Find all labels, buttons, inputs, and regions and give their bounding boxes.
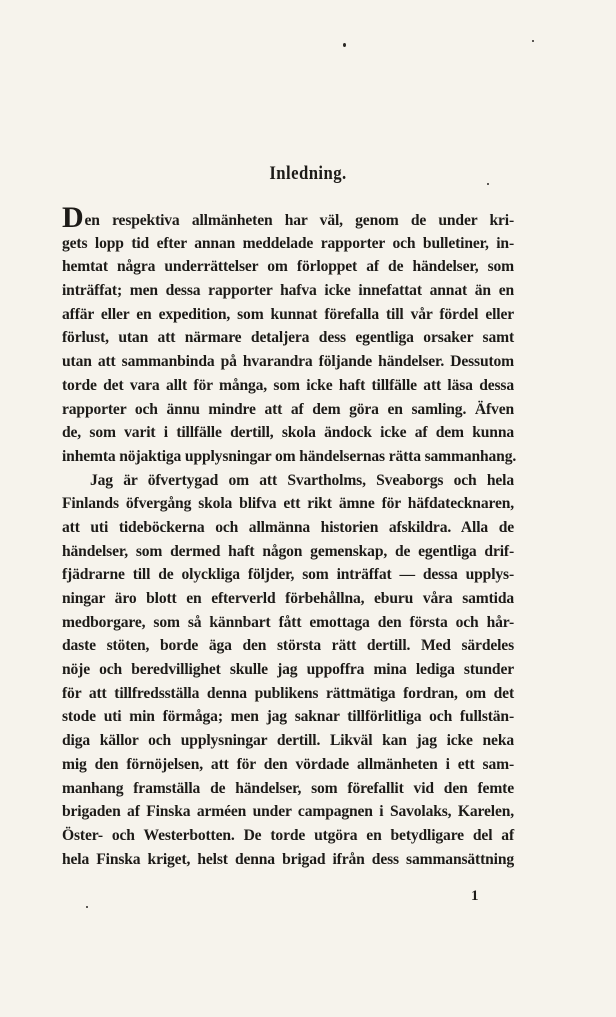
text-line: hemtat några underrättelser om förloppet af de händelser, som [62, 258, 514, 276]
text-line: inhemta nöjaktiga upplysningar om händelsernas rätta sammanhang. [62, 447, 517, 465]
text-line: torde det vara allt för många, som icke haft tillfälle att läsa dessa [62, 376, 514, 394]
text-line: rapporter och ännu mindre att af dem göra en samling. Äfven [62, 400, 514, 418]
text-line: mig den förnöjelsen, att för den vördade allmänheten i ett sam- [62, 755, 514, 773]
ink-speck [86, 906, 88, 908]
text-line: manhang framställa de händelser, som förefallit vid den femte [62, 779, 514, 797]
text-line: gets lopp tid efter annan meddelade rapporter och bulletiner, in- [62, 234, 514, 252]
text-line: Den respektiva allmänheten har väl, genom de under kri- [62, 201, 514, 234]
text-line: nöje och beredvillighet skulle jag uppoffra mina lediga stunder [62, 661, 514, 679]
text-line: att uti tideböckerna och allmänna historien afskildra. Alla de [62, 518, 514, 536]
text-line: affär eller en expedition, som kunnat förefalla till vår fördel eller [62, 305, 514, 323]
text-line: händelser, som dermed haft någon gemenskap, de egentliga drif- [62, 542, 514, 560]
text-line: medborgare, som så kännbart fått emottaga den första och hår- [62, 613, 514, 631]
text-line: daste stöten, borde äga den största rätt dertill. Med särdeles [62, 637, 514, 655]
text-line: för att tillfredsställa denna publikens rättmätiga fordran, om det [62, 684, 514, 702]
text-line: stode uti min förmåga; men jag saknar tillförlitliga och fullstän- [62, 708, 514, 726]
ink-speck [532, 40, 534, 42]
ink-speck [343, 43, 346, 47]
text-line: fjädrarne till de olyckliga följder, som inträffat — dessa upplys- [62, 566, 514, 584]
text-line: Öster- och Westerbotten. De torde utgöra en betydligare del af [62, 826, 514, 844]
text-line: de, som varit i tillfälle dertill, skola ändock icke af dem kunna [62, 424, 514, 442]
text-line: Jag är öfvertygad om att Svartholms, Sveaborgs och hela [90, 471, 514, 489]
drop-cap: D [62, 201, 84, 234]
paragraph-2 [62, 469, 514, 872]
body-text [62, 201, 517, 871]
text-line: brigaden af Finska arméen under campagnen i Savolaks, Karelen, [62, 803, 514, 821]
text-line: utan att sammanbinda på hvarandra följande händelser. Dessutom [62, 353, 514, 371]
chapter-heading: Inledning. [269, 163, 347, 184]
paragraph-1 [62, 201, 517, 469]
text-line: hela Finska kriget, helst denna brigad ifrån dess sammansättning [62, 850, 514, 868]
text-line: diga källor och upplysningar dertill. Likväl kan jag icke neka [62, 732, 514, 750]
text-line: ningar äro blott en efterverld förbehållna, eburu våra samtida [62, 590, 514, 607]
text-line: inträffat; men dessa rapporter hafva icke innefattat annat än en [62, 282, 514, 300]
text-line: Finlands öfvergång skola blifva ett rikt ämne för häfdatecknaren, [62, 495, 514, 513]
text-line: förlust, utan att närmare detaljera dess egentliga orsaker samt [62, 329, 514, 347]
page-number: 1 [471, 888, 479, 904]
